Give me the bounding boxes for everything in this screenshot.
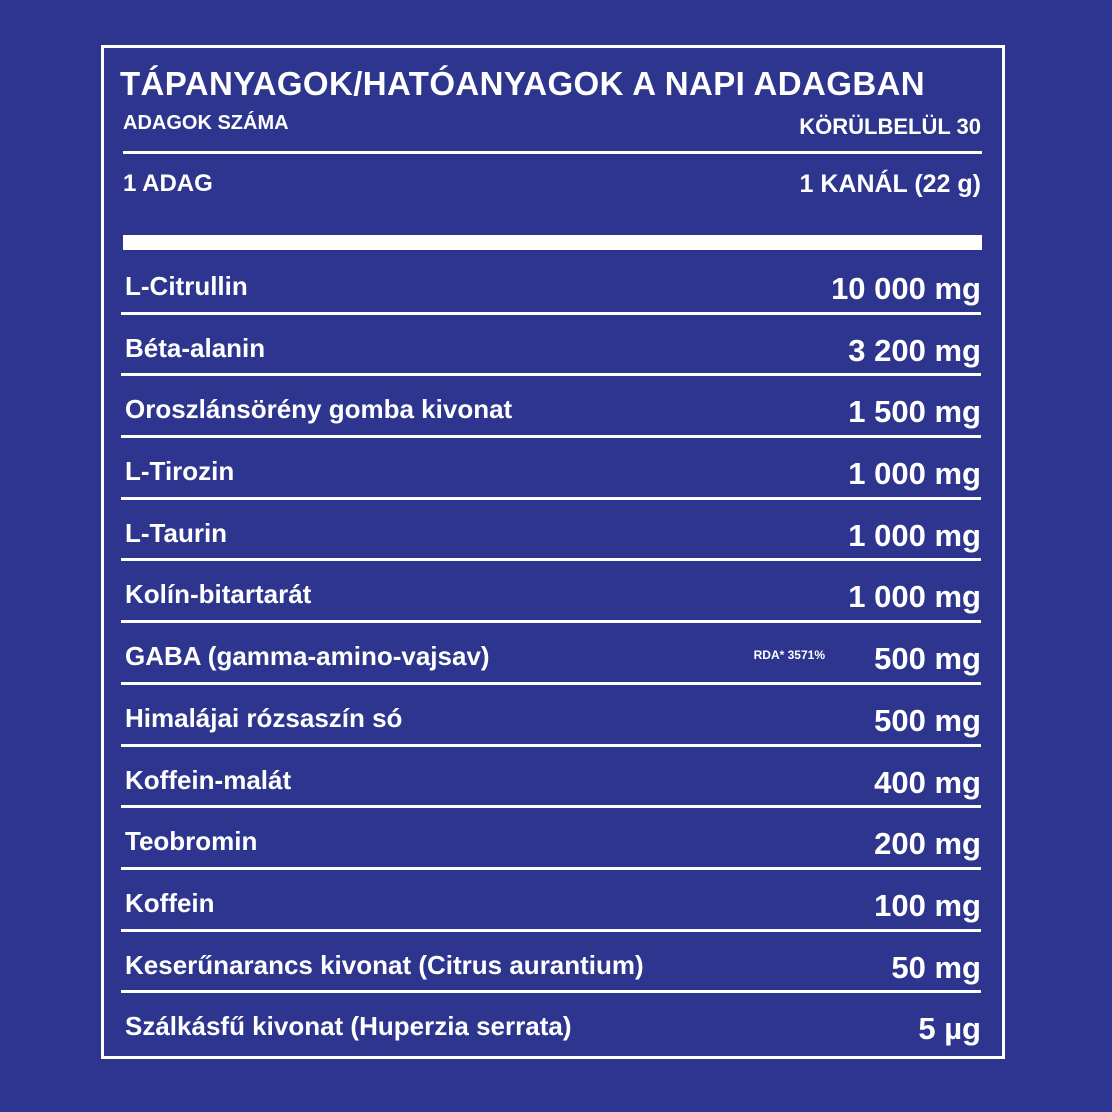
ingredient-amount: 10 000 mg xyxy=(831,271,981,306)
ingredient-row xyxy=(121,870,981,932)
ingredient-row xyxy=(121,932,981,994)
ingredient-row xyxy=(121,747,981,809)
ingredient-row xyxy=(121,993,981,1055)
ingredient-name: L-Taurin xyxy=(125,517,228,548)
ingredient-name: Kolín-bitartarát xyxy=(125,579,312,610)
ingredient-row xyxy=(121,685,981,747)
ingredient-name: Koffein xyxy=(125,887,215,918)
serving-size-label: 1 ADAG xyxy=(123,170,213,197)
ingredient-amount: 400 mg xyxy=(874,764,981,800)
servings-value: KÖRÜLBELÜL 30 xyxy=(799,114,981,139)
serving-size-value: 1 KANÁL (22 g) xyxy=(799,170,981,198)
ingredient-row xyxy=(121,808,981,870)
ingredient-amount: 200 mg xyxy=(874,826,981,862)
ingredient-row xyxy=(121,376,981,438)
ingredient-name: Himalájai rózsaszín só xyxy=(125,702,403,733)
ingredient-name: L-Tirozin xyxy=(125,456,235,487)
ingredient-amount: 1 500 mg xyxy=(848,394,981,430)
ingredient-name: Oroszlánsörény gomba kivonat xyxy=(125,394,513,425)
ingredient-name: Teobromin xyxy=(125,826,258,857)
ingredient-rda: RDA* 3571% xyxy=(753,648,825,663)
ingredient-name: Koffein-malát xyxy=(125,764,292,795)
ingredient-amount: 3 200 mg xyxy=(848,332,981,368)
ingredient-amount: 500 mg xyxy=(874,641,981,677)
ingredient-name: L-Citrullin xyxy=(125,271,248,301)
ingredient-amount: 1 000 mg xyxy=(848,579,981,615)
ingredient-row xyxy=(121,315,981,377)
ingredient-name: Szálkásfű kivonat (Huperzia serrata) xyxy=(125,1011,572,1042)
ingredient-name: Keserűnarancs kivonat (Citrus aurantium) xyxy=(125,949,644,980)
thick-divider xyxy=(123,235,982,250)
ingredient-amount: 5 µg xyxy=(918,1011,981,1047)
ingredient-row xyxy=(121,438,981,500)
ingredient-row xyxy=(121,623,981,685)
servings-label: ADAGOK SZÁMA xyxy=(123,112,289,134)
divider xyxy=(123,151,982,154)
panel-title: TÁPANYAGOK/HATÓANYAGOK A NAPI ADAGBAN xyxy=(120,65,926,102)
ingredient-list xyxy=(121,253,981,1055)
ingredient-amount: 50 mg xyxy=(891,949,981,985)
ingredient-row xyxy=(121,500,981,562)
ingredient-amount: 1 000 mg xyxy=(848,456,981,492)
ingredient-row xyxy=(121,561,981,623)
ingredient-name: Béta-alanin xyxy=(125,332,266,363)
ingredient-amount: 1 000 mg xyxy=(848,517,981,553)
ingredient-amount: 500 mg xyxy=(874,702,981,738)
ingredient-name: GABA (gamma-amino-vajsav) xyxy=(125,641,490,672)
ingredient-row xyxy=(121,253,981,315)
nutrition-panel xyxy=(101,45,1005,1059)
ingredient-amount: 100 mg xyxy=(874,887,981,923)
